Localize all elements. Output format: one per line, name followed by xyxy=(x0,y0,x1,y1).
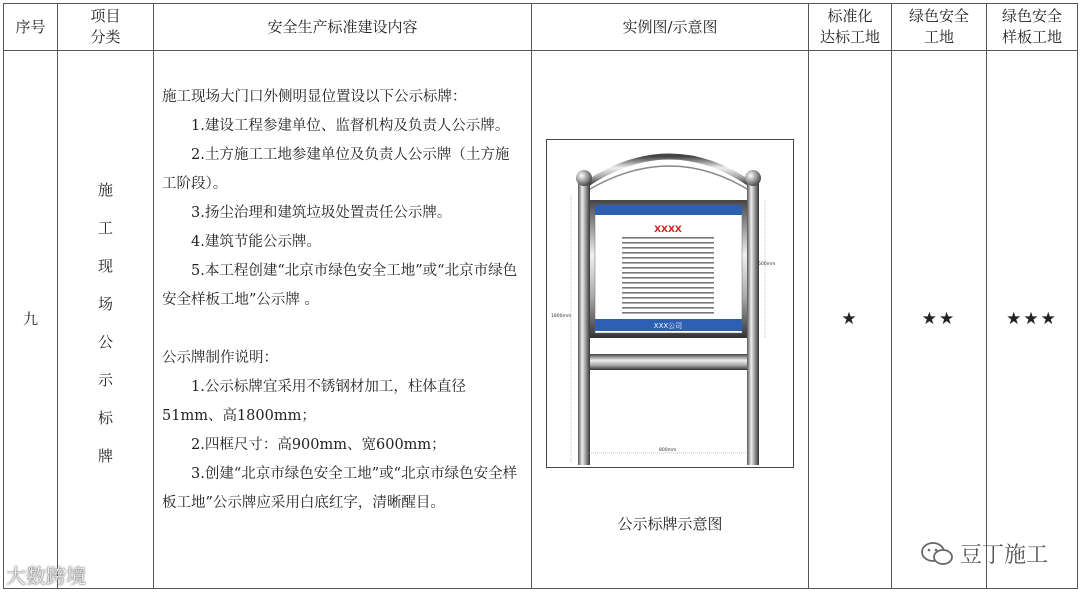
arch xyxy=(585,157,752,186)
header-green: 绿色安全 工地 xyxy=(892,4,987,51)
note-item: 1.公示标牌宜采用不锈钢材加工，柱体直径51mm、高1800mm； xyxy=(162,379,466,424)
category-char: 公 xyxy=(97,332,113,351)
category-char: 示 xyxy=(97,370,113,389)
content-intro: 施工现场大门口外侧明显位置设以下公示标牌： xyxy=(162,89,467,105)
note-title: 公示牌制作说明： xyxy=(162,350,278,366)
right-post xyxy=(747,180,759,465)
lower-crossbar xyxy=(590,354,747,370)
left-post-cap xyxy=(576,170,592,186)
content-item: 5.本工程创建“北京市绿色安全工地”或“北京市绿色安全样板工地”公示牌 。 xyxy=(162,263,518,308)
standards-table xyxy=(3,3,1078,589)
note-item: 3.创建“北京市绿色安全工地”或“北京市绿色安全样板工地”公示牌应采用白底红字，清晰醒目。 xyxy=(162,466,518,511)
content-item: 1.建设工程参建单位、监督机构及负责人公示牌。 xyxy=(191,118,510,134)
rating-model xyxy=(987,51,1078,589)
category-char: 牌 xyxy=(97,446,113,465)
signboard-illustration xyxy=(546,139,794,468)
header-category: 项目 分类 xyxy=(58,4,154,51)
board-footer: XXX公司 xyxy=(653,322,683,330)
row-number: 九 xyxy=(4,51,58,589)
header-content: 安全生产标准建设内容 xyxy=(154,4,532,51)
rating-green xyxy=(892,51,987,589)
dim-side: 600mm xyxy=(758,262,776,267)
star-icon: ★ xyxy=(841,309,859,329)
category-char: 施 xyxy=(97,180,113,199)
header-model: 绿色安全 样板工地 xyxy=(987,4,1078,51)
content-item: 2.土方施工工地参建单位及负责人公示牌（土方施工阶段）。 xyxy=(162,147,510,192)
category-char: 工 xyxy=(97,218,113,237)
star-icon: ★★★ xyxy=(1006,309,1058,329)
row-category xyxy=(58,51,154,589)
header-standard: 标准化 达标工地 xyxy=(809,4,892,51)
board-top-band xyxy=(595,205,742,215)
watermark-right-text: 豆丁施工 xyxy=(959,543,1048,568)
row-content xyxy=(154,51,532,589)
left-post xyxy=(578,180,590,465)
category-char: 标 xyxy=(97,408,113,427)
star-icon: ★★ xyxy=(921,309,957,329)
dim-height: 1800mm xyxy=(551,314,572,319)
right-post-cap xyxy=(745,170,761,186)
header-no: 序号 xyxy=(4,4,58,51)
category-char: 现 xyxy=(97,256,113,275)
wechat-icon xyxy=(920,541,954,567)
dim-width: 800mm xyxy=(659,448,677,453)
watermark-right xyxy=(920,538,1048,569)
category-char: 场 xyxy=(97,294,113,313)
signboard-diagram xyxy=(547,140,793,467)
board-title: XXXX xyxy=(654,225,682,235)
content-item: 4.建筑节能公示牌。 xyxy=(191,234,321,250)
header-example: 实例图/示意图 xyxy=(532,4,809,51)
note-item: 2.四框尺寸：高900mm、宽600mm； xyxy=(191,437,446,453)
row-example xyxy=(532,51,809,589)
rating-standard xyxy=(809,51,892,589)
content-item: 3.扬尘治理和建筑垃圾处置责任公示牌。 xyxy=(191,205,452,221)
image-caption: 公示标牌示意图 xyxy=(617,515,723,533)
header-row xyxy=(4,4,1078,51)
table-row xyxy=(4,51,1078,589)
watermark-left: 大数跨境 xyxy=(6,564,86,588)
